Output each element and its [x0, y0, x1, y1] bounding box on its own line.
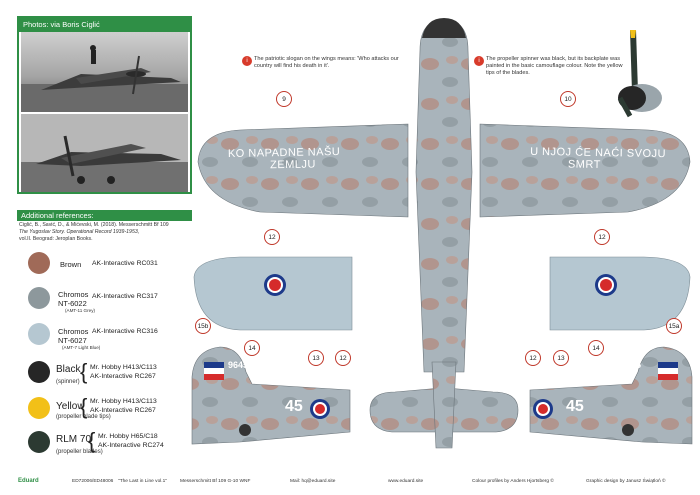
badge-12: 12	[264, 229, 280, 245]
footer-title: "The Last in Line vol.1"	[118, 479, 168, 484]
slogan-line: KO NAPADNE NAŠU	[227, 146, 341, 160]
swatch-rlm70	[28, 431, 50, 453]
photo-top-image	[21, 32, 188, 112]
brace: {	[80, 359, 88, 384]
badge-14: 14	[244, 340, 260, 356]
footer-design: Graphic design by Janusz Świątloń ©	[586, 479, 666, 484]
swatch-code: Mr. Hobby H413/C113	[90, 364, 157, 371]
photos-panel	[17, 16, 192, 194]
footer-mail[interactable]: Mail: hq@eduard.site	[290, 479, 336, 484]
swatch-sub: (spinner)	[56, 379, 80, 385]
swatch-black	[28, 361, 50, 383]
swatch-name: Brown	[60, 260, 82, 269]
badge-9: 9	[276, 91, 292, 107]
reference-line: Ciglić, B., Savić, D., & Mićevski, M. (2018). Messerschmitt Bf 109	[19, 222, 169, 228]
swatch-sub: (AMT-7 Light Blue)	[62, 345, 101, 350]
fuselage-top	[416, 20, 472, 372]
swatch-brown	[28, 252, 50, 274]
tail-flag-blue	[658, 362, 678, 368]
badge-14: 14	[588, 340, 604, 356]
swatch-name: Chromos	[58, 327, 89, 336]
photo-top	[21, 32, 188, 112]
roundel-right-center	[600, 279, 612, 291]
roundel-left-center	[269, 279, 281, 291]
swatch-code: AK-Interactive RC316	[92, 328, 158, 335]
brand-logo: Eduard	[18, 478, 39, 484]
fuselage-number-left: 45	[285, 398, 303, 415]
footer-web[interactable]: www.eduard.site	[388, 479, 424, 484]
tail-wheel	[622, 424, 634, 436]
references-title: Additional references:	[17, 210, 192, 221]
info-icon: i	[242, 56, 252, 66]
swatch-code: AK-Interactive RC317	[92, 293, 158, 300]
tail-flag-red	[204, 374, 224, 380]
swatch-name: Chromos	[58, 290, 89, 299]
brace: {	[88, 428, 96, 453]
footer-profiles: Colour profiles by Anders Hjortsberg ©	[472, 479, 554, 484]
left-tailplane	[370, 388, 442, 432]
info-icon: i	[474, 56, 484, 66]
swatch-code: AK-Interactive RC267	[90, 373, 156, 380]
swatch-grey	[28, 287, 50, 309]
swatch-light-blue	[28, 323, 50, 345]
fuselage-number-right: 45	[566, 398, 584, 415]
wing-slogan-left	[228, 146, 341, 172]
footer-aircraft: Messerschmitt Bf 109 G-10 WNF	[180, 479, 251, 484]
tail-serial-left: 9645	[228, 360, 249, 370]
badge-10: 10	[560, 91, 576, 107]
swatch-name: Black	[56, 364, 81, 375]
spinner	[422, 18, 466, 38]
badge-12: 12	[525, 350, 541, 366]
slogan-line: U NJOJ ĆE NAĆI SVOJU	[530, 145, 667, 161]
slogan-line: SMRT	[567, 158, 601, 172]
swatch-name-2: NT-6027	[58, 336, 87, 345]
reference-line: The Yugoslav Story. Operational Record 1939-1953,	[19, 228, 140, 235]
slogan-line: ZEMLJU	[270, 158, 316, 172]
footer-codes: ED72006/ED48006	[72, 479, 114, 484]
propeller-tip	[630, 30, 636, 38]
fuselage-roundel-center	[315, 404, 325, 414]
swatch-name: RLM 70	[56, 434, 92, 445]
swatch-code: AK-Interactive RC274	[98, 442, 164, 449]
tail-serial-right: 9645	[621, 360, 642, 370]
tail-flag-white	[204, 368, 224, 374]
tail-flag-red	[658, 374, 678, 380]
aircraft-illustration	[180, 12, 700, 472]
swatch-name-2: NT-6022	[58, 299, 87, 308]
wing-slogan-right	[530, 146, 666, 172]
badge-15b: 15b	[195, 318, 211, 334]
reference-line: vol.II. Beograd: Jeroplan Books.	[19, 235, 93, 242]
swatch-sub: (propeller blades)	[56, 449, 103, 455]
propeller-blade	[630, 30, 638, 92]
photos-title: Photos: via Boris Ciglić	[19, 18, 190, 32]
badge-13: 13	[553, 350, 569, 366]
badge-13: 13	[308, 350, 324, 366]
swatch-sub: (propeller blade tips)	[56, 414, 111, 420]
swatch-code: Mr. Hobby H413/C113	[90, 398, 157, 405]
swatch-code: Mr. Hobby H65/C18	[98, 433, 158, 440]
tail-wheel	[239, 424, 251, 436]
brace: {	[80, 394, 88, 419]
badge-12: 12	[335, 350, 351, 366]
swatch-name: Yellow	[56, 401, 85, 412]
rear-fuselage	[432, 362, 456, 448]
photo-bottom-image	[21, 114, 188, 192]
footer	[0, 474, 700, 494]
callout-spinner: The propeller spinner was black, but its backplate was painted in the basic camouflage colour. Note the yellow tips of the blades.	[486, 56, 623, 76]
badge-15a: 15a	[666, 318, 682, 334]
swatch-yellow	[28, 397, 50, 419]
swatch-sub: (AMT-11 Grey)	[65, 308, 96, 313]
left-tail-profile	[192, 347, 350, 444]
tail-flag-blue	[204, 362, 224, 368]
tail-flag-white	[658, 368, 678, 374]
badge-12: 12	[594, 229, 610, 245]
right-tailplane	[446, 388, 518, 432]
swatch-code: AK-Interactive RC267	[90, 407, 156, 414]
fuselage-roundel-center	[538, 404, 548, 414]
photo-bottom	[21, 114, 188, 192]
swatch-code: AK-Interactive RC031	[92, 260, 158, 267]
callout-slogan: The patriotic slogan on the wings means: 'Who attacks our country will find his death in it'.	[254, 56, 399, 69]
